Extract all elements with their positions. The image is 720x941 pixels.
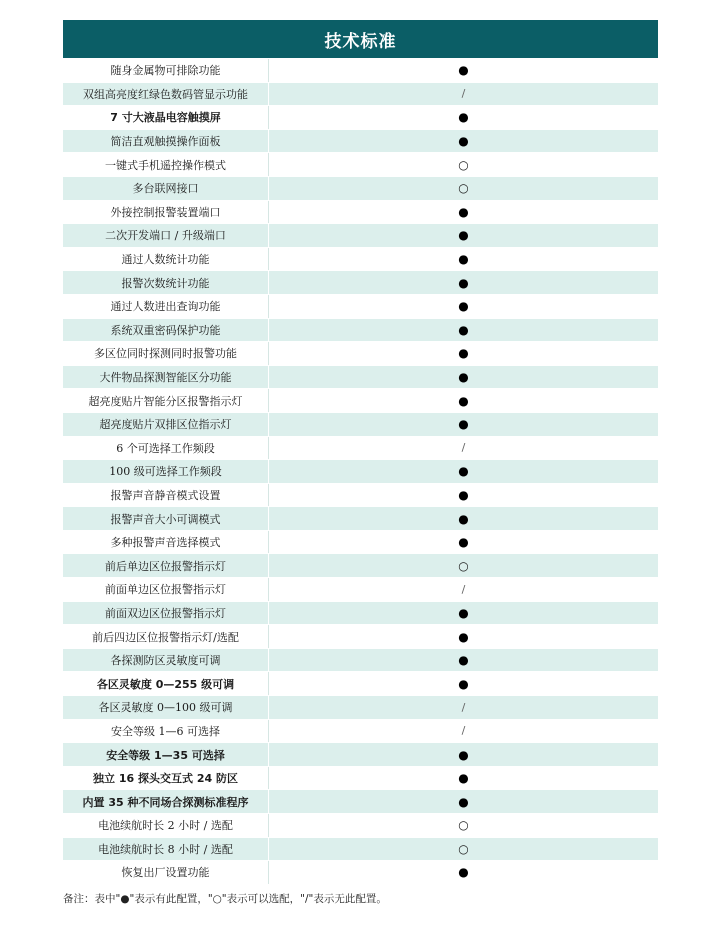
table-row (63, 790, 658, 814)
config-value-cell (269, 766, 659, 790)
standard-config-mark: ● (458, 299, 469, 314)
standard-config-mark: ● (458, 511, 469, 526)
feature-cell: 一键式手机遥控操作模式 (63, 153, 269, 177)
table-row (63, 129, 658, 153)
feature-cell: 报警次数统计功能 (63, 271, 269, 295)
config-value-cell (269, 507, 659, 531)
standard-config-mark: ● (458, 771, 469, 786)
table-row (63, 483, 658, 507)
table-row (63, 672, 658, 696)
table-row (63, 153, 658, 177)
no-config-mark: / (461, 700, 466, 714)
config-value-cell (269, 837, 659, 861)
feature-cell: 通过人数统计功能 (63, 247, 269, 271)
feature-cell: 6 个可选择工作频段 (63, 436, 269, 460)
config-value-cell (269, 790, 659, 814)
optional-config-mark: ○ (458, 558, 469, 573)
config-value-cell (269, 294, 659, 318)
standard-config-mark: ● (458, 747, 469, 762)
feature-cell: 多台联网接口 (63, 176, 269, 200)
feature-cell: 恢复出厂设置功能 (63, 861, 269, 885)
standard-config-mark: ● (458, 653, 469, 668)
feature-cell: 多区位同时探测同时报警功能 (63, 342, 269, 366)
table-row (63, 460, 658, 484)
table-row (63, 412, 658, 436)
feature-cell: 内置 35 种不同场合探测标准程序 (63, 790, 269, 814)
feature-cell: 独立 16 探头交互式 24 防区 (63, 766, 269, 790)
config-value-cell (269, 271, 659, 295)
standard-config-mark: ● (458, 794, 469, 809)
feature-cell: 外接控制报警装置端口 (63, 200, 269, 224)
standard-config-mark: ● (458, 110, 469, 125)
table-row (63, 507, 658, 531)
feature-cell: 报警声音大小可调模式 (63, 507, 269, 531)
config-value-cell (269, 436, 659, 460)
table-row (63, 59, 658, 82)
table-row (63, 814, 658, 838)
table-row (63, 365, 658, 389)
no-config-mark: / (461, 724, 466, 738)
spec-table (63, 59, 658, 885)
table-row (63, 389, 658, 413)
config-value-cell (269, 648, 659, 672)
config-value-cell (269, 719, 659, 743)
feature-cell: 各区灵敏度 0—255 级可调 (63, 672, 269, 696)
standard-config-mark: ● (458, 865, 469, 880)
no-config-mark: / (461, 87, 466, 101)
table-row (63, 719, 658, 743)
feature-cell: 各区灵敏度 0—100 级可调 (63, 696, 269, 720)
table-row (63, 601, 658, 625)
standard-config-mark: ● (458, 487, 469, 502)
config-value-cell (269, 224, 659, 248)
optional-config-mark: ○ (458, 818, 469, 833)
config-value-cell (269, 247, 659, 271)
config-value-cell (269, 554, 659, 578)
config-value-cell (269, 200, 659, 224)
feature-cell: 安全等级 1—35 可选择 (63, 743, 269, 767)
feature-cell: 系统双重密码保护功能 (63, 318, 269, 342)
optional-config-mark: ○ (458, 157, 469, 172)
feature-cell: 超亮度贴片智能分区报警指示灯 (63, 389, 269, 413)
table-row (63, 743, 658, 767)
feature-cell: 各探测防区灵敏度可调 (63, 648, 269, 672)
config-value-cell (269, 153, 659, 177)
table-row (63, 271, 658, 295)
standard-config-mark: ● (458, 464, 469, 479)
table-row (63, 247, 658, 271)
feature-cell: 前面双边区位报警指示灯 (63, 601, 269, 625)
table-row (63, 696, 658, 720)
table-row (63, 106, 658, 130)
config-value-cell (269, 365, 659, 389)
table-row (63, 436, 658, 460)
standard-config-mark: ● (458, 228, 469, 243)
spec-table-body (63, 59, 658, 884)
config-value-cell (269, 460, 659, 484)
feature-cell: 二次开发端口 / 升级端口 (63, 224, 269, 248)
table-row (63, 318, 658, 342)
config-value-cell (269, 412, 659, 436)
config-value-cell (269, 129, 659, 153)
standard-config-mark: ● (458, 204, 469, 219)
standard-config-mark: ● (458, 417, 469, 432)
feature-cell: 7 寸大液晶电容触摸屏 (63, 106, 269, 130)
table-row (63, 530, 658, 554)
config-value-cell (269, 743, 659, 767)
table-row (63, 554, 658, 578)
table-title: 技术标准 (63, 20, 658, 58)
spec-sheet (63, 20, 658, 906)
legend-note: 备注：表中"●"表示有此配置，"○"表示可以选配，"/"表示无此配置。 (63, 892, 387, 905)
standard-config-mark: ● (458, 393, 469, 408)
feature-cell: 超亮度贴片双排区位指示灯 (63, 412, 269, 436)
standard-config-mark: ● (458, 252, 469, 267)
no-config-mark: / (461, 441, 466, 455)
config-value-cell (269, 176, 659, 200)
config-value-cell (269, 318, 659, 342)
table-row (63, 625, 658, 649)
standard-config-mark: ● (458, 134, 469, 149)
config-value-cell (269, 861, 659, 885)
feature-cell: 双组高亮度红绿色数码管显示功能 (63, 82, 269, 106)
config-value-cell (269, 389, 659, 413)
optional-config-mark: ○ (458, 841, 469, 856)
feature-cell: 100 级可选择工作频段 (63, 460, 269, 484)
table-row (63, 861, 658, 885)
table-row (63, 294, 658, 318)
standard-config-mark: ● (458, 63, 469, 78)
config-value-cell (269, 530, 659, 554)
table-row (63, 224, 658, 248)
standard-config-mark: ● (458, 535, 469, 550)
feature-cell: 简洁直观触摸操作面板 (63, 129, 269, 153)
feature-cell: 多种报警声音选择模式 (63, 530, 269, 554)
feature-cell: 前后四边区位报警指示灯/选配 (63, 625, 269, 649)
table-row (63, 82, 658, 106)
feature-cell: 电池续航时长 2 小时 / 选配 (63, 814, 269, 838)
config-value-cell (269, 672, 659, 696)
feature-cell: 大件物品探测智能区分功能 (63, 365, 269, 389)
table-row (63, 837, 658, 861)
config-value-cell (269, 483, 659, 507)
feature-cell: 安全等级 1—6 可选择 (63, 719, 269, 743)
config-value-cell (269, 106, 659, 130)
table-row (63, 578, 658, 602)
table-row (63, 648, 658, 672)
no-config-mark: / (461, 582, 466, 596)
feature-cell: 随身金属物可排除功能 (63, 59, 269, 82)
optional-config-mark: ○ (458, 181, 469, 196)
config-value-cell (269, 59, 659, 82)
feature-cell: 报警声音静音模式设置 (63, 483, 269, 507)
config-value-cell (269, 82, 659, 106)
standard-config-mark: ● (458, 629, 469, 644)
standard-config-mark: ● (458, 322, 469, 337)
config-value-cell (269, 601, 659, 625)
feature-cell: 前后单边区位报警指示灯 (63, 554, 269, 578)
standard-config-mark: ● (458, 275, 469, 290)
config-value-cell (269, 696, 659, 720)
feature-cell: 电池续航时长 8 小时 / 选配 (63, 837, 269, 861)
table-row (63, 342, 658, 366)
feature-cell: 通过人数进出查询功能 (63, 294, 269, 318)
config-value-cell (269, 625, 659, 649)
standard-config-mark: ● (458, 676, 469, 691)
config-value-cell (269, 814, 659, 838)
standard-config-mark: ● (458, 370, 469, 385)
config-value-cell (269, 578, 659, 602)
table-row (63, 176, 658, 200)
config-value-cell (269, 342, 659, 366)
table-row (63, 200, 658, 224)
feature-cell: 前面单边区位报警指示灯 (63, 578, 269, 602)
standard-config-mark: ● (458, 605, 469, 620)
standard-config-mark: ● (458, 346, 469, 361)
table-row (63, 766, 658, 790)
